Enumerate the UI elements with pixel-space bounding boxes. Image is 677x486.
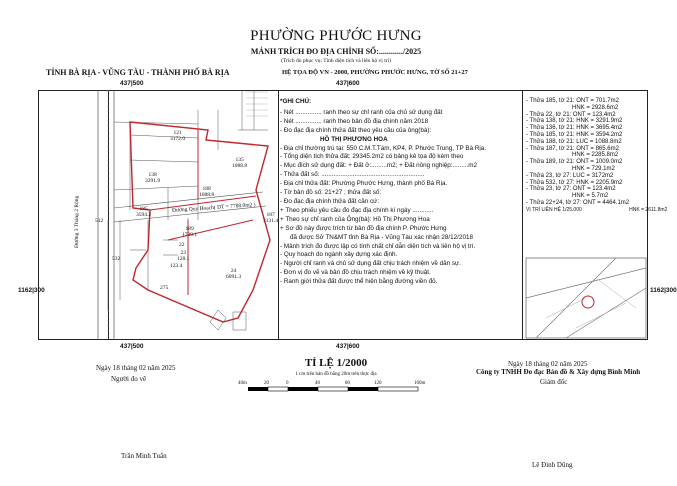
parcel-boundary: [130, 122, 270, 322]
parcel-label: 123.4: [170, 263, 183, 269]
parcel-label: 121 3172.0: [170, 130, 186, 142]
notes-line: đã được Sở TN&MT tỉnh Bà Rịa - Vũng Tàu xác nhận 28/12/2018: [290, 233, 473, 241]
director-date: Ngày 18 tháng 02 năm 2025: [508, 360, 588, 368]
area-row: - Thửa 136, tờ 21: HNK = 3695.4m2: [526, 125, 623, 132]
notes-line: - Địa chỉ thường trú tại: 550 C.M.T.Tám, KP4, P. Phước Trung, TP Bà Rịa.: [280, 144, 487, 152]
grid-coord-top-left: 437|500: [120, 80, 144, 87]
parcel-label: 24 6091.3: [226, 268, 242, 280]
area-row: - Thửa 187, tờ 21: ONT = 865.6m2: [526, 145, 619, 152]
notes-line: - Đơn vị đo vẽ và bản đồ chịu trách nhiệm về kỹ thuật.: [280, 269, 431, 277]
notes-line: - Ranh giới thửa đất được thể hiện bằng đường viền đỏ.: [280, 278, 438, 286]
parcel-label: 188 1088.8: [199, 186, 215, 198]
grid-coord-bottom-right: 437|600: [336, 343, 360, 350]
notes-line: - Quy hoạch do ngành xây dựng xác định.: [280, 251, 398, 259]
notes-line: - Người chỉ ranh và chủ sử dụng đất chịu trách nhiệm về dân sự.: [280, 260, 461, 268]
notes-line: + Theo sự chỉ ranh của Ông(bà): Hồ Thị Phương Hoa: [280, 215, 430, 223]
road-horizontal-label: Đường Quy Hoạch( DT = 7788.0m2 ): [171, 202, 256, 214]
company-name: Công ty TNHH Đo đạc Bản đồ & Xây dựng Bình Minh: [476, 368, 641, 376]
surveyor-date: Ngày 18 tháng 02 năm 2025: [96, 364, 176, 372]
grid-coord-right: 1162|300: [650, 287, 677, 294]
notes-heading: *GHI CHÚ:: [280, 98, 312, 105]
notes-line: + Sơ đồ này được trích từ bản đồ địa chính P. Phước Hưng: [280, 224, 447, 232]
notes-line: - Thửa đất số: ...........................................................: [280, 171, 425, 179]
location-inset-map: [526, 258, 646, 338]
area-row: - Thửa 22+24, tờ 27: ONT = 4464.1m2: [526, 199, 630, 206]
area-row: - Thửa 532, tờ 27: HNK = 2205.9m2: [526, 179, 623, 186]
area-row: - Thửa 185, tờ 21: HNK = 3594.2m2: [526, 131, 623, 138]
parcel-label: 189 1739.1: [182, 226, 198, 238]
area-row-sub: HNK = 5.7m2: [572, 193, 609, 200]
notes-line: - Tờ bản đồ số: 21+27 ; thửa đất số:: [280, 189, 382, 197]
road-vertical-label: Đường 3 Tháng 2 Rộng: [74, 195, 80, 248]
area-row-sub: HNK = 2928.6m2: [572, 104, 619, 111]
parcel-label: 275: [160, 285, 169, 291]
grid-coord-top-right: 437|600: [336, 80, 360, 87]
notes-line: - Tổng diện tích thửa đất: 29345.2m2 có bảng kê tọa độ kèm theo: [280, 153, 464, 161]
area-list: [526, 98, 668, 214]
grid-coord-left: 1162|300: [18, 287, 45, 294]
grid-coord-bottom-left: 437|500: [120, 343, 144, 350]
area-row: - Thửa 22, tờ 21: ONT = 123.4m2: [526, 111, 616, 118]
document-purpose-note: (Trích đo phục vụ: Tính diện tích và liên hộ vị trí): [281, 58, 391, 64]
inset-caption: VỊ TRÍ LIÊN HỆ 1/25.000 HNK = 2611.8m2: [526, 206, 668, 213]
parcel-label: 23 128.1: [177, 250, 190, 262]
area-row: - Thửa 23, tờ 27: LUC = 3172m2: [526, 172, 614, 179]
parcel-label: 532: [112, 256, 121, 262]
scale-note: 1 cm trên bản đồ bằng 20m trên thực địa: [295, 372, 377, 377]
area-row: - Thửa 188, tờ 21: LUC = 1088.8m2: [526, 138, 622, 145]
parcel-label: 187 3131.4: [263, 212, 279, 224]
area-row-sub: HNK = 2285.8m2: [572, 152, 619, 159]
notes-line: + Theo phiếu yêu cầu đo đạc địa chính kí ngày ............: [280, 206, 434, 214]
notes-line: - Mảnh trích đo được lập có tính chất chỉ dẫn diện tích và liên hộ vị trí.: [280, 242, 476, 250]
frame-divider-middle: [278, 90, 279, 340]
notes-line: - Đo đạc địa chính thửa đất theo yêu cầu của ông(bà):: [280, 126, 432, 134]
notes-owner-name: HỒ THỊ PHƯƠNG HOA: [320, 135, 388, 143]
frame-divider-right: [522, 90, 523, 340]
province-label: TỈNH BÀ RỊA - VŨNG TÀU - THÀNH PHỐ BÀ RỊA: [46, 68, 230, 77]
document-subtitle: MẢNH TRÍCH ĐO ĐỊA CHÍNH SỐ:............/2025: [250, 47, 422, 56]
notes-line: - Nét ............... ranh theo sự chỉ ranh của chủ sử dụng đất: [280, 108, 443, 116]
director-role: Giám đốc: [540, 378, 568, 386]
notes-line: - Nét ............... ranh theo bản đồ địa chính năm 2018: [280, 117, 429, 125]
director-name: Lê Đình Dũng: [532, 461, 573, 469]
area-row: - Thửa 189, tờ 21: ONT = 1009.0m2: [526, 159, 623, 166]
notes-line: - Địa chỉ thửa đất: Phường Phước Hưng, thành phố Bà Rịa.: [280, 180, 448, 188]
notes-line: - Đo đạc địa chính thửa đất căn cứ:: [280, 197, 380, 205]
area-row-sub: HNK = 729.1m2: [572, 165, 615, 172]
parcel-label: 22: [179, 242, 185, 248]
area-row: - Thửa 23, tờ 27: ONT = 123.4m2: [526, 186, 616, 193]
notes-line: - Mục đích sử dụng đất: + Đất ở:.........m2; + Đất nông nghiệp:.........m2: [280, 162, 477, 170]
area-row: - Thửa 138, tờ 21: HNK = 3291.9m2: [526, 118, 623, 125]
surveyor-name: Trần Minh Tuấn: [121, 452, 167, 460]
document-title: PHƯỜNG PHƯỚC HƯNG: [250, 28, 422, 44]
coordinate-system-label: HỆ TỌA ĐỘ VN - 2000, PHƯỜNG PHƯỚC HƯNG, TỜ SỐ 21+27: [282, 69, 468, 76]
parcel-label: 185 3594.2: [136, 206, 152, 218]
parcel-label: 135 1088.8: [232, 157, 248, 169]
notes-panel: [280, 98, 520, 287]
parcel-label: 138 3291.9: [145, 172, 161, 184]
surveyor-role: Người đo vẽ: [111, 375, 147, 383]
parcel-label: 512: [95, 218, 104, 224]
road-vertical-edges: [98, 90, 114, 340]
area-row: - Thửa 185, tờ 21: ONT = 701.7m2: [526, 98, 619, 104]
scale-title: TỈ LỆ 1/2000: [304, 357, 368, 369]
